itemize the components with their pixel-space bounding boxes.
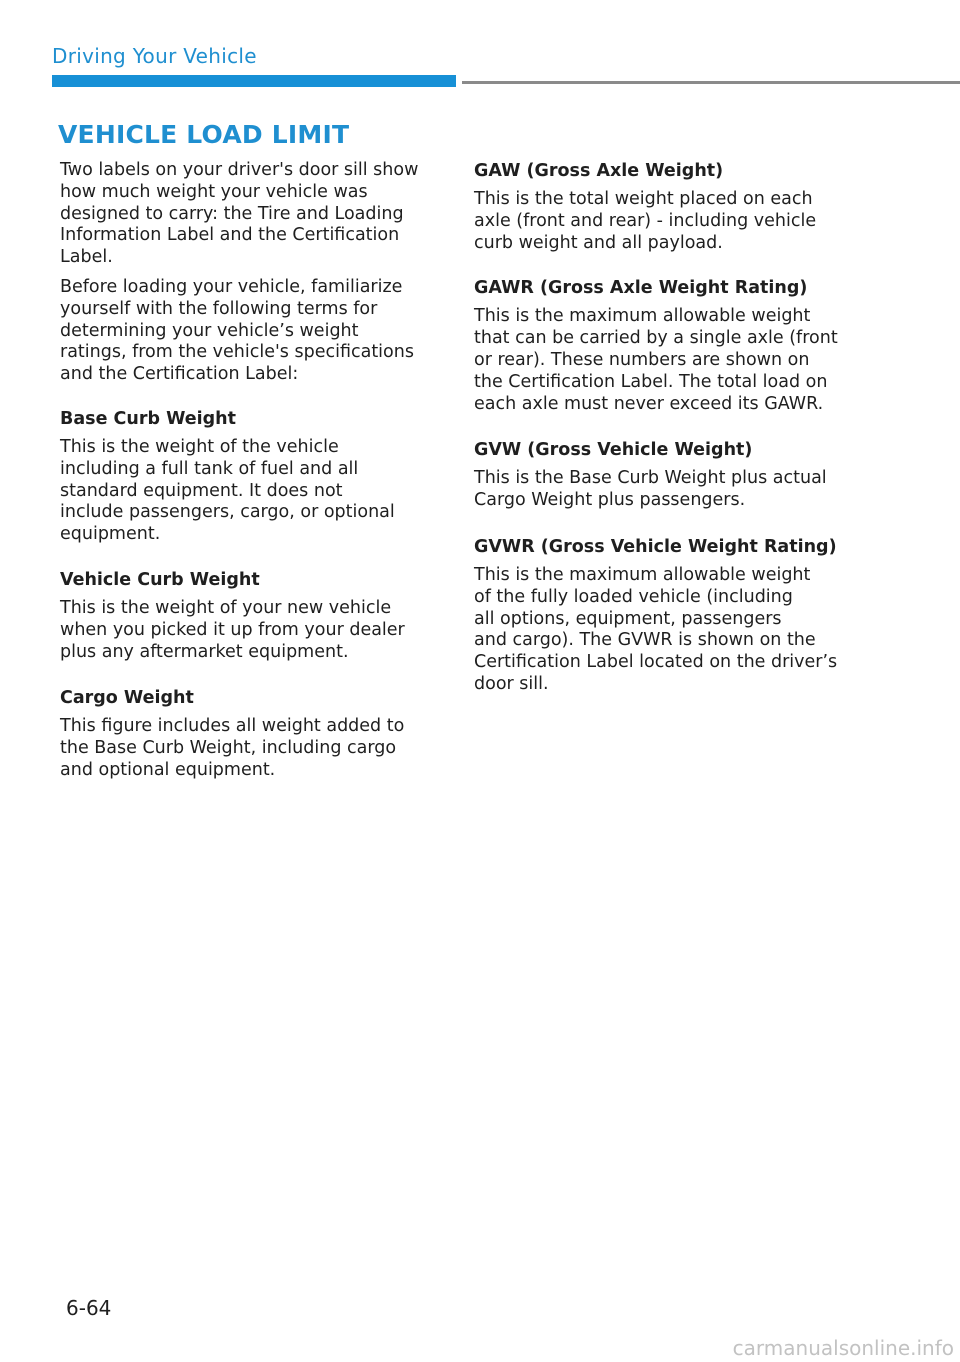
gvw-heading: GVW (Gross Vehicle Weight) (474, 440, 753, 461)
gvw-text: This is the Base Curb Weight plus actual Cargo Weight plus passengers. (474, 468, 827, 511)
section-title: VEHICLE LOAD LIMIT (58, 120, 350, 149)
chapter-title: Driving Your Vehicle (52, 44, 257, 68)
gvwr-heading: GVWR (Gross Vehicle Weight Rating) (474, 536, 837, 557)
gvwr-text: This is the maximum allowable weight of the fully loaded vehicle (including all options, equipment, passengers and cargo). The GVWR is shown on the Certification Label located on the driver’s door sill. (474, 564, 838, 694)
left-column (60, 160, 440, 782)
gaw-heading: GAW (Gross Axle Weight) (474, 161, 724, 181)
base-curb-weight-text: This is the weight of the vehicle including a full tank of fuel and all standard equipment. It does not include passengers, cargo, or optional equipment. (60, 436, 395, 545)
cargo-weight-heading: Cargo Weight (60, 688, 194, 709)
base-curb-weight-heading: Base Curb Weight (60, 408, 236, 429)
vehicle-curb-weight-text: This is the weight of your new vehicle when you picked it up from your dealer plus any aftermarket equipment. (60, 597, 405, 662)
page-number: 6-64 (66, 1296, 112, 1320)
gawr-text: This is the maximum allowable weight that can be carried by a single axle (front or rear). These numbers are shown on the Certification Label. The total load on each axle must never exceed its GAWR. (474, 306, 838, 414)
header-accent-bar (52, 75, 456, 87)
watermark: carmanualsonline.info (732, 1336, 954, 1360)
gaw-text: This is the total weight placed on each axle (front and rear) - including vehicle curb weight and all payload. (474, 189, 817, 253)
intro-paragraph-1: Two labels on your driver's door sill show how much weight your vehicle was designed to carry: the Tire and Loading Information Label and the Certification Label. (60, 160, 419, 268)
right-column (474, 160, 866, 696)
intro-paragraph-2: Before loading your vehicle, familiarize yourself with the following terms for determining your vehicle’s weight ratings, from the vehicle's specifications and the Certification Label: (60, 276, 414, 385)
vehicle-curb-weight-heading: Vehicle Curb Weight (60, 569, 260, 590)
cargo-weight-text: This figure includes all weight added to the Base Curb Weight, including cargo and optional equipment. (60, 716, 405, 780)
gawr-heading: GAWR (Gross Axle Weight Rating) (474, 278, 808, 299)
header-divider (462, 81, 960, 84)
